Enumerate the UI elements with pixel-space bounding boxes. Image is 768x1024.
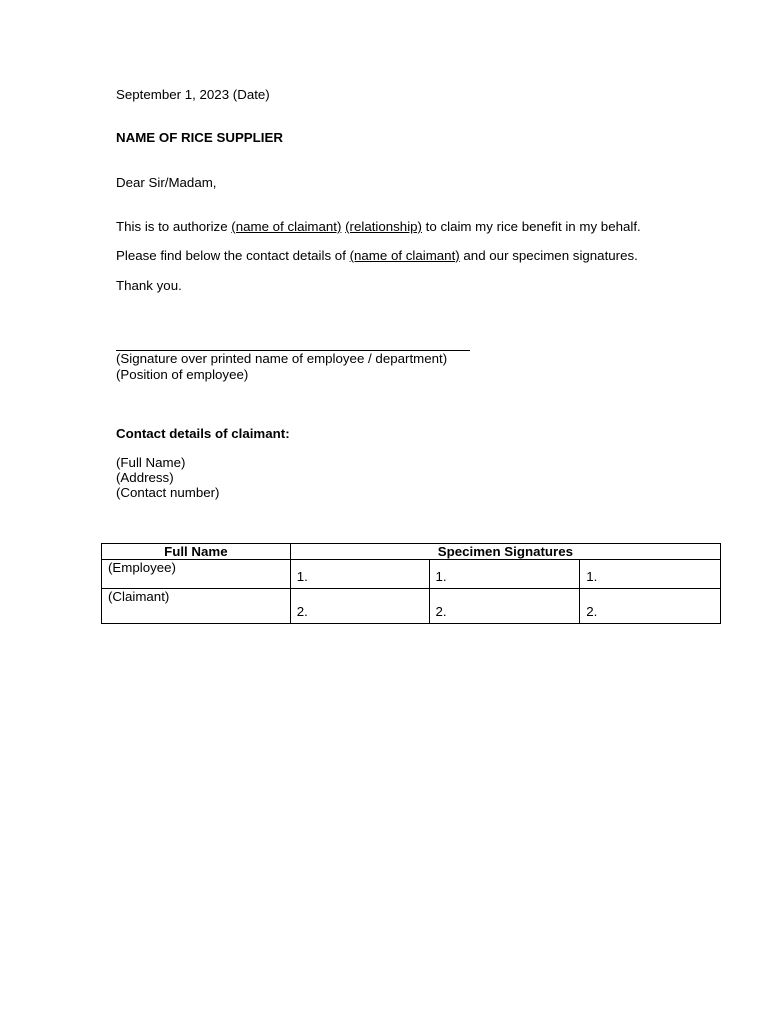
header-specimen-signatures: Specimen Signatures [290,544,720,560]
specimen-signature-table [101,543,721,624]
contact-number: (Contact number) [116,485,220,500]
closing: Thank you. [116,278,182,293]
table-row [102,560,721,589]
contact-address: (Address) [116,470,174,485]
contact-heading: Contact details of claimant: [116,426,290,441]
contact-details-paragraph [116,248,638,263]
contact-full-name: (Full Name) [116,455,186,470]
claimant-signature-3: 2. [580,589,721,624]
row-label-claimant: (Claimant) [102,589,291,624]
employee-signature-2: 1. [429,560,580,589]
para1-suffix: to claim my rice benefit in my behalf. [421,219,641,234]
para1-prefix: This is to authorize [116,219,232,234]
para2-prefix: Please find below the contact details of [116,248,350,263]
authorization-paragraph [116,219,641,234]
employee-signature-1: 1. [290,560,429,589]
employee-signature-3: 1. [580,560,721,589]
relationship-placeholder: (relationship) [345,219,422,234]
header-full-name: Full Name [102,544,291,560]
claimant-signature-2: 2. [429,589,580,624]
position-label: (Position of employee) [116,367,249,382]
signature-label: (Signature over printed name of employee / department) [116,351,448,366]
row-label-employee: (Employee) [102,560,291,589]
claimant-name-placeholder: (name of claimant) [231,219,342,234]
table-header-row [102,544,721,560]
letter-date: September 1, 2023 (Date) [116,87,270,102]
para2-suffix: and our specimen signatures. [459,248,638,263]
claimant-signature-1: 2. [290,589,429,624]
claimant-name-placeholder-2: (name of claimant) [349,248,460,263]
table-row [102,589,721,624]
salutation: Dear Sir/Madam, [116,175,217,190]
recipient-name: NAME OF RICE SUPPLIER [116,130,283,145]
